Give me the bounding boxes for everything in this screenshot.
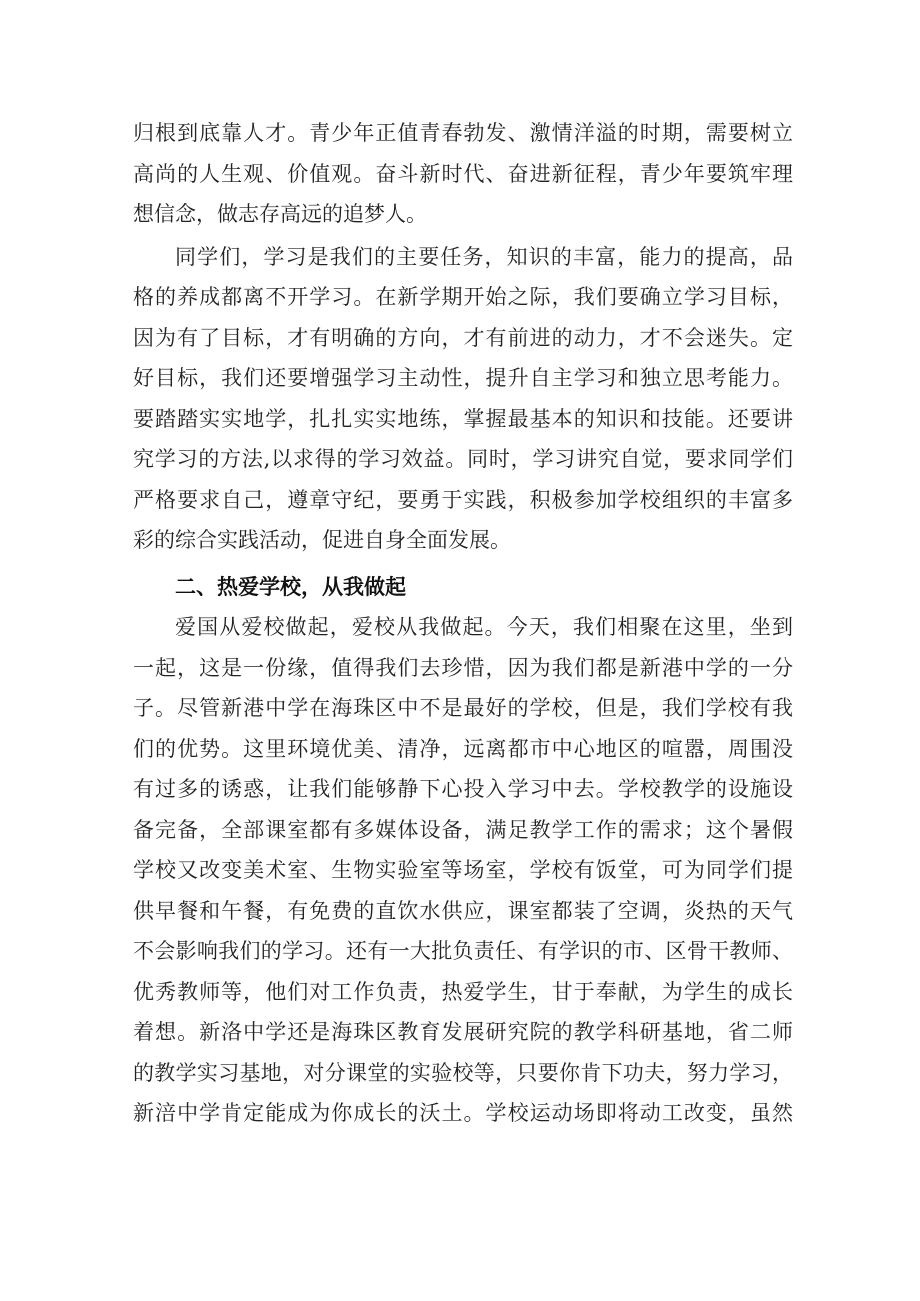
paragraph-3-line-2: 一起，这是一份缘，值得我们去珍惜，因为我们都是新港中学的一分 bbox=[133, 655, 793, 680]
paragraph-3-line-11: 着想。新洛中学还是海珠区教育发展研究院的教学科研基地，省二师 bbox=[133, 1020, 793, 1044]
paragraph-1 bbox=[133, 113, 793, 235]
paragraph-1-line-3: 想信念，做志存高远的追梦人。 bbox=[133, 202, 427, 226]
paragraph-2-line-6: 究学习的方法,以求得的学习效益。同时，学习讲究自觉，要求同学们 bbox=[133, 447, 793, 471]
paragraph-2-line-1: 同学们，学习是我们的主要任务，知识的丰富，能力的提高，品 bbox=[175, 244, 793, 269]
paragraph-2-line-2: 格的养成都离不开学习。在新学期开始之际，我们要确立学习目标， bbox=[133, 285, 793, 309]
paragraph-3-line-4: 们的优势。这里环境优美、清净，远离都市中心地区的喧嚣，周围没 bbox=[133, 736, 793, 761]
paragraph-3-line-6: 备完备，全部课室都有多媒体设备，满足教学工作的需求；这个暑假 bbox=[133, 817, 793, 842]
paragraph-2-line-4: 好目标，我们还要增强学习主动性，提升自主学习和独立思考能力。 bbox=[133, 366, 793, 390]
section-heading: 二、热爱学校，从我做起 bbox=[175, 574, 406, 599]
paragraph-3-line-5: 有过多的诱惑，让我们能够静下心投入学习中去。学校教学的设施设 bbox=[133, 777, 793, 801]
paragraph-1-line-2: 高尚的人生观、价值观。奋斗新时代、奋进新征程，青少年要筑牢理 bbox=[133, 161, 793, 186]
paragraph-3-line-12: 的教学实习基地，对分课堂的实验校等，只要你肯下功夫，努力学习， bbox=[133, 1060, 793, 1085]
paragraph-3-line-10: 优秀教师等，他们对工作负责，热爱学生，甘于奉献，为学生的成长 bbox=[133, 979, 793, 1004]
paragraph-3-line-3: 子。尽管新港中学在海珠区中不是最好的学校，但是，我们学校有我 bbox=[133, 696, 793, 720]
paragraph-2-line-5: 要踏踏实实地学，扎扎实实地练，掌握最基本的知识和技能。还要讲 bbox=[133, 406, 793, 431]
paragraph-2-line-8: 彩的综合实践活动，促进自身全面发展。 bbox=[133, 528, 511, 552]
paragraph-3-line-7: 学校又改变美术室、生物实验室等场室，学校有饭堂，可为同学们提 bbox=[133, 858, 793, 882]
paragraph-2-line-3: 因为有了目标，才有明确的方向，才有前进的动力，才不会迷失。定 bbox=[133, 325, 793, 350]
paragraph-3 bbox=[133, 607, 793, 1134]
paragraph-2 bbox=[133, 237, 793, 561]
paragraph-3-line-9: 不会影响我们的学习。还有一大批负责任、有学识的市、区骨干教师、 bbox=[133, 939, 793, 963]
paragraph-1-line-1: 归根到底靠人才。青少年正值青春勃发、激情洋溢的时期，需要树立 bbox=[133, 121, 793, 145]
paragraph-3-line-1: 爱国从爱校做起，爱校从我做起。今天，我们相聚在这里，坐到 bbox=[175, 615, 793, 639]
paragraph-2-line-7: 严格要求自己，遵章守纪，要勇于实践，积极参加学校组织的丰富多 bbox=[133, 487, 793, 512]
paragraph-3-line-8: 供早餐和午餐，有免费的直饮水供应，课室都装了空调，炎热的天气 bbox=[133, 898, 793, 923]
document-body bbox=[133, 113, 793, 1134]
paragraph-3-line-13: 新涪中学肯定能成为你成长的沃土。学校运动场即将动工改变，虽然 bbox=[133, 1101, 793, 1125]
